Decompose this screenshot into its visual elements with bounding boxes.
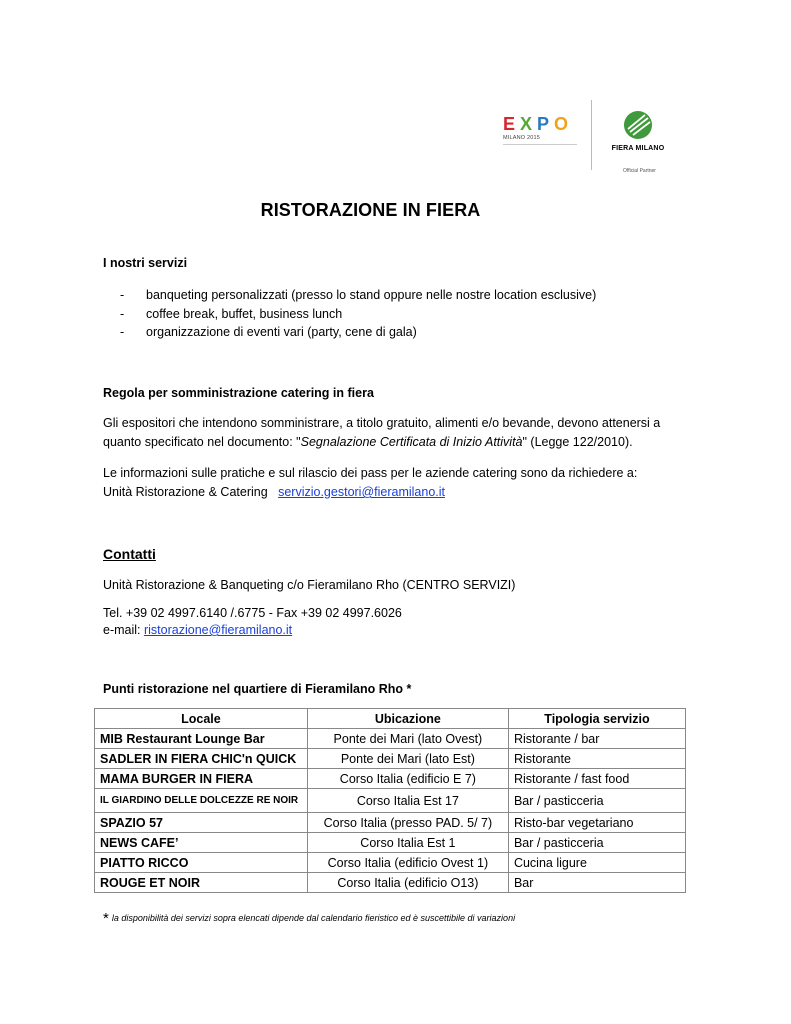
servizi-heading: I nostri servizi	[103, 256, 188, 270]
list-item: - coffee break, buffet, business lunch	[120, 306, 343, 321]
cell-tipologia: Cucina ligure	[508, 853, 685, 873]
cell-ubicazione: Ponte dei Mari (lato Ovest)	[307, 729, 508, 749]
cell-ubicazione: Corso Italia Est 17	[307, 789, 508, 813]
table-row	[95, 833, 686, 853]
header-logos	[503, 100, 673, 180]
cell-locale: MAMA BURGER IN FIERA	[95, 769, 308, 789]
cell-ubicazione: Corso Italia (edificio E 7)	[307, 769, 508, 789]
contatti-email-link[interactable]: ristorazione@fieramilano.it	[143, 623, 293, 637]
expo-rule	[503, 144, 577, 145]
cell-tipologia: Ristorante / fast food	[508, 769, 685, 789]
regola-paragraph	[103, 414, 683, 452]
info-line: Le informazioni sulle pratiche e sul rilascio dei pass per le aziende catering sono da richiedere a:	[103, 466, 638, 480]
column-header-locale: Locale	[95, 709, 308, 729]
cell-tipologia: Risto-bar vegetariano	[508, 813, 685, 833]
official-partner-label: Official Partner	[623, 168, 656, 174]
contatti-email-line	[103, 622, 683, 639]
cell-ubicazione: Corso Italia (edificio O13)	[307, 873, 508, 893]
cell-locale: IL GIARDINO DELLE DOLCEZZE RE NOIR	[95, 789, 308, 813]
contatti-unit: Unità Ristorazione & Banqueting c/o Fieramilano Rho (CENTRO SERVIZI)	[103, 578, 516, 592]
contatti-details	[103, 605, 683, 639]
regola-line-2-end: " (Legge 122/2010).	[522, 435, 633, 449]
cell-tipologia: Bar / pasticceria	[508, 789, 685, 813]
expo-subtitle: MILANO 2015	[503, 135, 541, 141]
table-row	[95, 873, 686, 893]
cell-tipologia: Bar	[508, 873, 685, 893]
table-row	[95, 813, 686, 833]
servizi-item-text: banqueting personalizzati (presso lo stand oppure nelle nostre location esclusive)	[146, 288, 597, 302]
footnote-text: la disponibilità dei servizi sopra elencati dipende dal calendario fieristico ed è suscettibile di variazioni	[111, 913, 516, 923]
ristorazione-table	[94, 708, 686, 893]
unit-line	[103, 483, 683, 502]
unit-label: Unità Ristorazione & Catering	[103, 485, 268, 499]
cell-tipologia: Bar / pasticceria	[508, 833, 685, 853]
cell-ubicazione: Corso Italia Est 1	[307, 833, 508, 853]
cell-locale: NEWS CAFE’	[95, 833, 308, 853]
email-label: e-mail:	[103, 623, 144, 637]
cell-tipologia: Ristorante / bar	[508, 729, 685, 749]
cell-tipologia: Ristorante	[508, 749, 685, 769]
table-row	[95, 853, 686, 873]
contatti-heading: Contatti	[103, 546, 156, 562]
unit-email-link[interactable]: servizio.gestori@fieramilano.it	[278, 485, 446, 499]
page-title: RISTORAZIONE IN FIERA	[260, 200, 481, 220]
contatti-tel: Tel. +39 02 4997.6140 /.6775 - Fax +39 02 4997.6026	[103, 606, 402, 620]
logo-divider	[591, 100, 592, 170]
footnote	[103, 910, 515, 927]
servizi-item-text: organizzazione di eventi vari (party, cene di gala)	[146, 325, 417, 339]
table-row	[95, 729, 686, 749]
cell-ubicazione: Corso Italia (edificio Ovest 1)	[307, 853, 508, 873]
regola-line-2	[103, 433, 683, 452]
punti-heading: Punti ristorazione nel quartiere di Fieramilano Rho *	[103, 682, 412, 696]
table-row	[95, 749, 686, 769]
cell-locale: PIATTO RICCO	[95, 853, 308, 873]
fiera-globe-icon	[623, 110, 653, 140]
servizi-item-text: coffee break, buffet, business lunch	[146, 306, 343, 321]
list-item: - organizzazione di eventi vari (party, cene di gala)	[120, 325, 417, 339]
regola-line-2-start: quanto specificato nel documento: "	[103, 435, 301, 449]
cell-ubicazione: Ponte dei Mari (lato Est)	[307, 749, 508, 769]
table-row	[95, 769, 686, 789]
cell-locale: SADLER IN FIERA CHIC'n QUICK	[95, 749, 308, 769]
list-item: - banqueting personalizzati (presso lo stand oppure nelle nostre location esclusive)	[120, 288, 597, 302]
footnote-star: *	[103, 910, 109, 927]
table-row	[95, 789, 686, 813]
cell-locale: SPAZIO 57	[95, 813, 308, 833]
cell-locale: ROUGE ET NOIR	[95, 873, 308, 893]
expo-wordmark: E X P O	[503, 114, 569, 134]
servizi-list	[120, 286, 596, 342]
fiera-milano-name: FIERA MILANO	[611, 145, 665, 152]
info-paragraph	[103, 464, 683, 502]
table-header-row	[95, 709, 686, 729]
column-header-ubicazione: Ubicazione	[307, 709, 508, 729]
cell-ubicazione: Corso Italia (presso PAD. 5/ 7)	[307, 813, 508, 833]
expo-logo	[503, 116, 570, 141]
column-header-tipologia: Tipologia servizio	[508, 709, 685, 729]
cell-locale: MIB Restaurant Lounge Bar	[95, 729, 308, 749]
document-name: Segnalazione Certificata di Inizio Attività	[300, 435, 523, 449]
regola-heading: Regola per somministrazione catering in fiera	[103, 386, 374, 400]
regola-line-1: Gli espositori che intendono somministrare, a titolo gratuito, alimenti e/o bevande, devono attenersi a	[103, 416, 661, 430]
fiera-milano-logo	[605, 110, 671, 152]
